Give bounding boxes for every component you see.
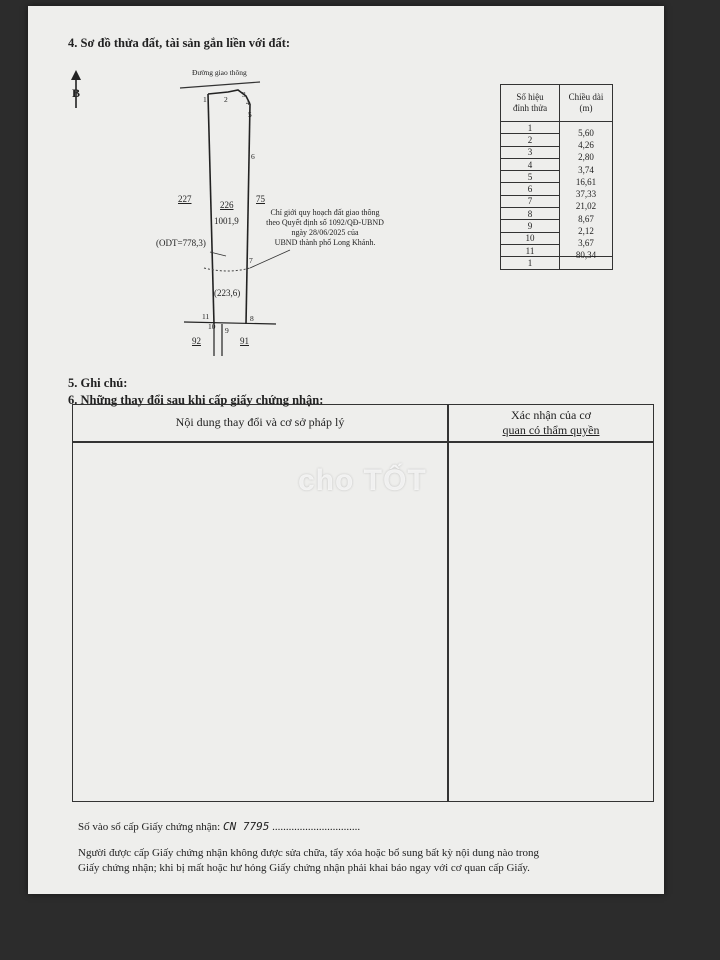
point-10: 10 xyxy=(208,322,216,331)
length-cell: 3,74 xyxy=(560,163,613,175)
header-length-line2: (m) xyxy=(579,103,593,113)
length-cell: 16,61 xyxy=(560,176,613,188)
neighbor-east: 75 xyxy=(256,194,265,204)
authority-confirmation-header xyxy=(449,408,653,438)
registry-dots: ................................ xyxy=(272,821,361,833)
column-divider xyxy=(447,405,449,801)
length-cell: 37,33 xyxy=(560,188,613,200)
length-cell: 80,34 xyxy=(560,249,613,261)
header-point-number-line2: đỉnh thửa xyxy=(512,103,548,113)
point-6: 6 xyxy=(251,152,255,161)
authority-header-line2: quan có thẩm quyền xyxy=(502,423,600,437)
point-number-cell: 9 xyxy=(501,220,560,232)
registry-number: CN 7795 xyxy=(222,820,270,833)
point-number-cell: 7 xyxy=(501,195,560,207)
point-9: 9 xyxy=(225,326,229,335)
planning-note-line3: ngày 28/06/2025 của xyxy=(291,228,359,237)
header-divider xyxy=(73,441,653,443)
watermark-logo: cho TỐT xyxy=(298,464,427,497)
length-cell: 8,67 xyxy=(560,213,613,225)
neighbor-west: 227 xyxy=(178,194,192,204)
point-number-cell: 6 xyxy=(501,183,560,195)
point-11: 11 xyxy=(202,312,210,321)
point-number-cell: 10 xyxy=(501,232,560,244)
planning-note xyxy=(260,208,390,248)
planning-note-line2: theo Quyết định số 1092/QĐ-UBND xyxy=(266,218,384,227)
north-label: B xyxy=(72,86,81,100)
point-7: 7 xyxy=(249,256,253,265)
section-4-title: 4. Sơ đồ thửa đất, tài sản gắn liền với đất: xyxy=(68,36,291,50)
point-number-cell: 1 xyxy=(501,257,560,269)
length-cell: 3,67 xyxy=(560,237,613,249)
header-length-line1: Chiều dài xyxy=(568,92,604,102)
section-5-title: 5. Ghi chú: xyxy=(68,376,128,390)
boundary-length-table xyxy=(500,84,613,270)
road-label: Đường giao thông xyxy=(192,68,247,77)
point-5: 5 xyxy=(248,110,252,119)
point-2: 2 xyxy=(224,95,228,104)
length-cell: 21,02 xyxy=(560,200,613,212)
header-point-number xyxy=(501,85,560,122)
neighbor-sw: 92 xyxy=(192,336,201,346)
point-number-cell: 11 xyxy=(501,244,560,256)
point-3: 3 xyxy=(242,90,246,99)
length-cell: 4,26 xyxy=(560,139,613,151)
point-8: 8 xyxy=(250,314,254,323)
odt-area: (ODT=778,3) xyxy=(156,238,206,248)
section-6-title: 6. Những thay đổi sau khi cấp giấy chứng nhận: xyxy=(68,393,324,407)
planning-note-line1: Chỉ giới quy hoạch đất giao thông xyxy=(270,208,380,217)
point-number-cell: 3 xyxy=(501,146,560,158)
planning-note-line4: UBND thành phố Long Khánh. xyxy=(274,238,376,247)
point-number-cell: 1 xyxy=(501,122,560,134)
point-number-cell: 2 xyxy=(501,134,560,146)
parcel-area: 1001,9 xyxy=(214,216,239,226)
footer-note-line2: Giấy chứng nhận; khi bị mất hoặc hư hỏng Giấy chứng nhận phải khai báo ngay với cơ quan cấp Giấy. xyxy=(78,862,530,874)
table-header-row xyxy=(501,85,613,122)
point-number-cell: 8 xyxy=(501,208,560,220)
length-cell: 2,12 xyxy=(560,225,613,237)
authority-header-line1: Xác nhận của cơ xyxy=(511,408,591,422)
neighbor-se: 91 xyxy=(240,336,249,346)
point-4: 4 xyxy=(246,98,250,107)
point-1: 1 xyxy=(203,95,207,104)
parcel-sketch xyxy=(28,6,488,366)
length-cell: 5,60 xyxy=(560,127,613,139)
table-row xyxy=(501,122,613,134)
length-cell: 2,80 xyxy=(560,151,613,163)
remaining-area: (223,6) xyxy=(214,288,241,298)
registry-line xyxy=(78,820,360,833)
header-length xyxy=(560,85,613,122)
certificate-page xyxy=(28,6,664,894)
registry-label: Số vào sổ cấp Giấy chứng nhận: xyxy=(78,821,221,833)
point-number-cell: 5 xyxy=(501,171,560,183)
footer-note xyxy=(78,846,539,876)
footer-note-line1: Người được cấp Giấy chứng nhận không được sửa chữa, tẩy xóa hoặc bổ sung bất kỳ nội dung nào trong xyxy=(78,847,540,859)
header-point-number-line1: Số hiệu xyxy=(516,92,544,102)
point-number-cell: 4 xyxy=(501,158,560,170)
parcel-number: 226 xyxy=(220,200,234,210)
changes-content-header: Nội dung thay đổi và cơ sở pháp lý xyxy=(175,415,345,429)
